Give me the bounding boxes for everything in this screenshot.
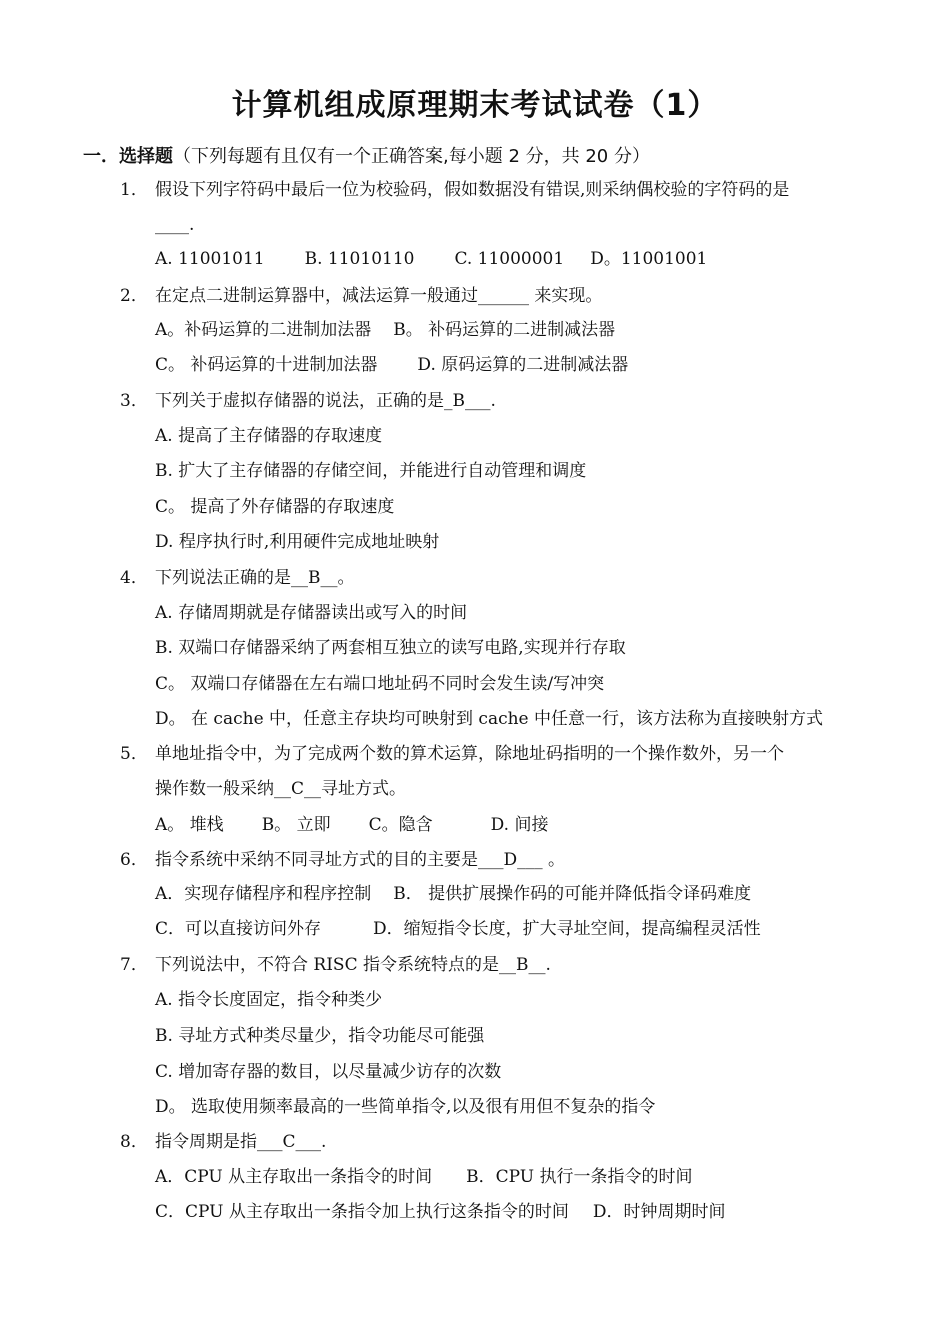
question-number: 5． [120,744,148,764]
answer-option: D．缩短指令长度，扩大寻址空间，提高编程灵活性 [373,919,761,939]
answer-option: B．CPU 执行一条指令的时间 [466,1167,693,1187]
answer-option: C. 11000001 [454,249,565,269]
answer-option: D. 原码运算的二进制减法器 [417,355,629,375]
option-row [155,247,707,271]
question-stem: 假设下列字符码中最后一位为校验码，假如数据没有错误,则采纳偶校验的字符码的是 [155,180,790,200]
question-number: 6． [120,850,148,870]
option-row [155,813,548,837]
answer-option: C。 双端口存储器在左右端口地址码不同时会发生读/写冲突 [155,674,605,694]
answer-option: D。11001001 [590,249,708,269]
option-row [155,530,439,554]
answer-option: A. 指令长度固定，指令种类少 [155,990,383,1010]
option-row [155,1024,484,1048]
answer-option: D. 间接 [490,815,549,835]
question-stem: 下列说法正确的是__B__。 [155,568,355,588]
answer-option: A．实现存储程序和程序控制 [155,884,372,904]
option-row [155,917,761,941]
question-stem: 下列关于虚拟存储器的说法，正确的是_B___. [155,391,496,411]
answer-option: D。 在 cache 中，任意主存块均可映射到 cache 中任意一行，该方法称为直接映射方式 [155,709,824,729]
answer-option: A。补码运算的二进制加法器 [155,320,372,340]
option-row [155,353,628,377]
question-stem: 指令周期是指___C___. [155,1132,327,1152]
answer-option: C。隐含 [368,815,433,835]
option-row [155,1200,726,1224]
answer-option: B。 立即 [261,815,331,835]
answer-option: B. 扩大了主存储器的存储空间，并能进行自动管理和调度 [155,461,587,481]
option-row [155,707,823,731]
option-row [155,1095,655,1119]
option-row [155,1165,693,1189]
section-label: 选择题 [119,146,173,167]
answer-option: B。 补码运算的二进制减法器 [393,320,616,340]
question-number: 1． [120,180,148,200]
option-row [155,459,586,483]
answer-option: C。 补码运算的十进制加法器 [155,355,378,375]
answer-option: B. 双端口存储器采纳了两套相互独立的读写电路,实现并行存取 [155,638,626,658]
question-number: 7． [120,955,148,975]
question-stem: ____. [155,215,195,235]
answer-option: A．CPU 从主存取出一条指令的时间 [155,1167,433,1187]
option-row [155,1060,501,1084]
question-stem: 指令系统中采纳不同寻址方式的目的主要是___D___ 。 [155,850,566,870]
answer-option: C．CPU 从主存取出一条指令加上执行这条指令的时间 [155,1202,569,1222]
option-row [155,882,751,906]
question-number: 4． [120,568,148,588]
question-number: 8． [120,1132,148,1152]
answer-option: C。 提高了外存储器的存取速度 [155,497,395,517]
page-title: 计算机组成原理期末考试试卷（1） [231,88,719,123]
option-row [155,672,604,696]
question-stem: 下列说法中，不符合 RISC 指令系统特点的是__B__. [155,955,551,975]
answer-option: D．时钟周期时间 [592,1202,726,1222]
answer-option: B． 提供扩展操作码的可能并降低指令译码难度 [393,884,752,904]
question-stem: 在定点二进制运算器中，减法运算一般通过______ 来实现。 [155,286,603,306]
option-row [155,318,615,342]
answer-option: D。 选取使用频率最高的一些简单指令,以及很有用但不复杂的指令 [155,1097,656,1117]
question-stem: 单地址指令中，为了完成两个数的算术运算，除地址码指明的一个操作数外，另一个 [155,744,784,764]
answer-option: A. 提高了主存储器的存取速度 [155,426,383,446]
answer-option: A. 存储周期就是存储器读出或写入的时间 [155,603,468,623]
section-heading [83,142,650,168]
question-number: 3． [120,391,148,411]
answer-option: C. 增加寄存器的数目，以尽量减少访存的次数 [155,1062,502,1082]
option-row [155,636,626,660]
option-row [155,495,394,519]
section-description: （下列每题有且仅有一个正确答案,每小题 2 分，共 20 分） [173,146,650,167]
question-stem: 操作数一般采纳__C__寻址方式。 [155,779,407,799]
answer-option: B. 寻址方式种类尽量少，指令功能尽可能强 [155,1026,485,1046]
answer-option: C．可以直接访问外存 [155,919,322,939]
answer-option: A。 堆栈 [155,815,224,835]
question-number: 2． [120,286,148,306]
option-row [155,424,382,448]
option-row [155,601,467,625]
option-row [155,988,382,1012]
answer-option: D. 程序执行时,利用硬件完成地址映射 [155,532,440,552]
section-number: 一． [83,146,119,167]
answer-option: A. 11001011 [155,249,265,269]
answer-option: B. 11010110 [304,249,415,269]
